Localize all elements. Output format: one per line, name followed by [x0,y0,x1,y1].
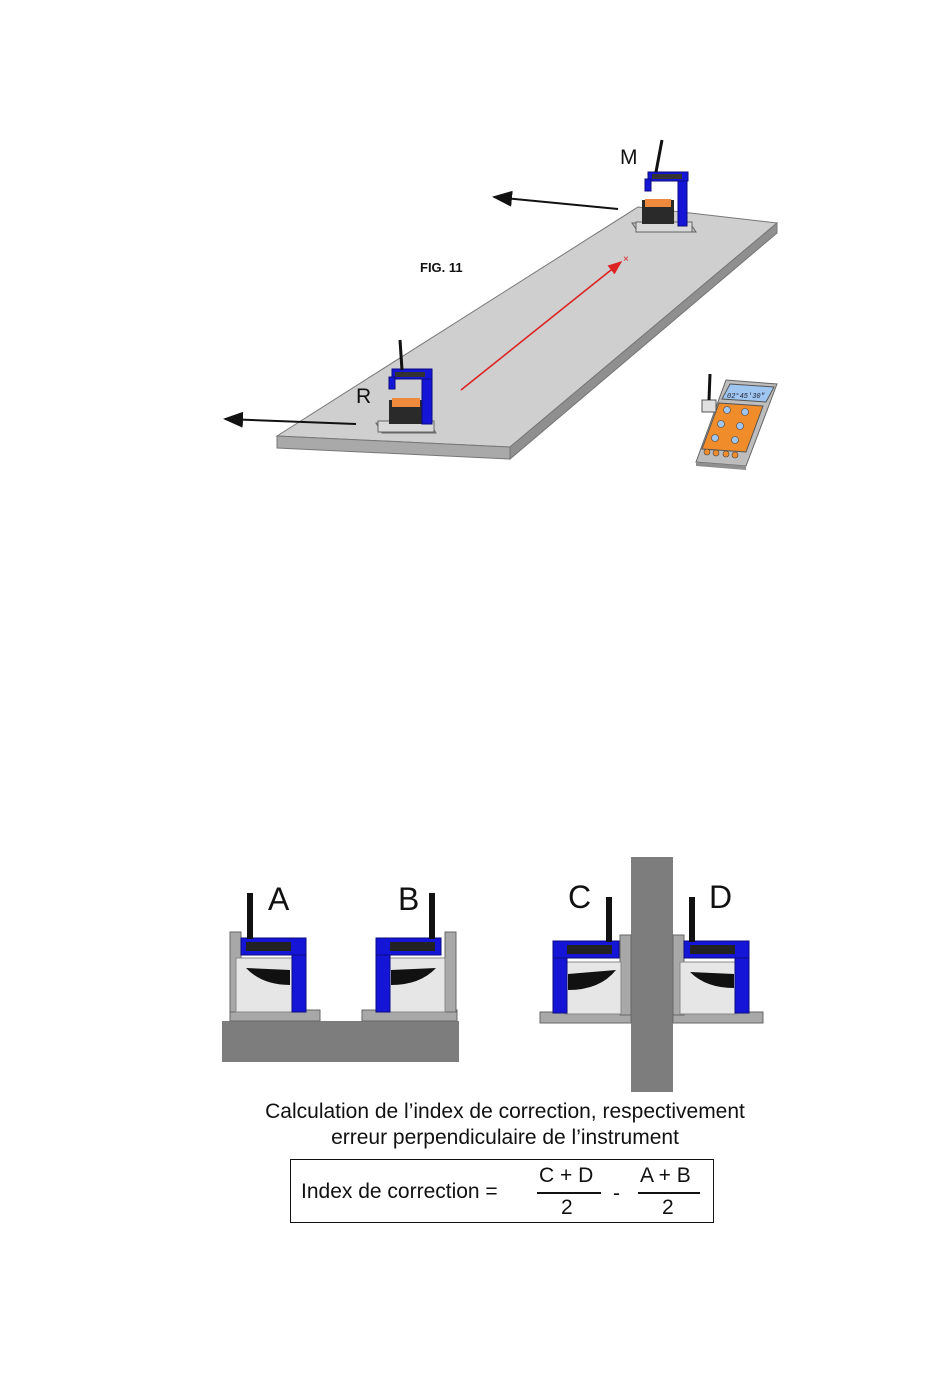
vertical-bar [631,857,673,1092]
fraction-1-numerator: C + D [539,1164,594,1187]
arrow-m [494,197,618,209]
formula-box [290,1159,714,1223]
remote-control [696,374,777,470]
formula-lhs: Index de correction = [301,1180,498,1203]
figure-label: FIG. 11 [420,260,463,275]
horizontal-base [222,1021,459,1062]
fraction-1-bar [537,1192,601,1194]
remote-display-text: 02°45'30" [727,393,765,401]
label-r: R [356,385,372,408]
label-m: M [620,146,638,169]
label-d: D [709,879,733,915]
caption-line-1: Calculation de l’index de correction, respectivement [265,1100,745,1123]
label-c: C [568,879,592,915]
caption-line-2: erreur perpendiculaire de l’instrument [331,1126,679,1149]
instrument-d [673,897,763,1023]
label-b: B [398,881,420,917]
label-a: A [268,881,290,917]
formula-minus: - [613,1182,620,1205]
surface-plate [277,207,777,459]
fraction-2-bar [638,1192,700,1194]
instrument-c [540,897,631,1023]
laser-target-mark: × [623,254,629,265]
fraction-2-denominator: 2 [662,1196,674,1219]
fraction-2-numerator: A + B [640,1164,691,1187]
fraction-1-denominator: 2 [561,1196,573,1219]
